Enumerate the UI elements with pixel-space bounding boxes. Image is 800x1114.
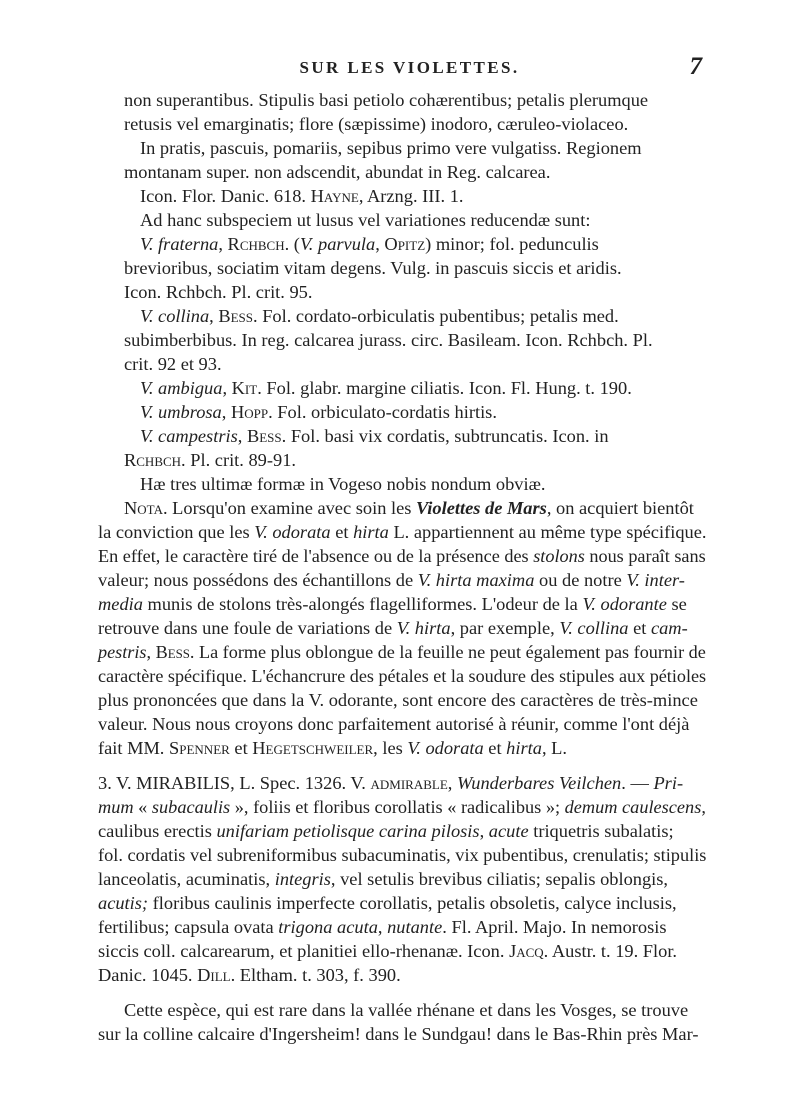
- text-run: V. fraterna: [140, 234, 219, 254]
- text-run: lanceolatis, acuminatis,: [98, 869, 275, 889]
- text-run: ,: [218, 234, 228, 254]
- text-run: pestris: [98, 642, 147, 662]
- text-run: Icon. Rchbch. Pl. crit. 95.: [124, 282, 313, 302]
- text-line: [98, 736, 567, 760]
- text-line: [140, 232, 599, 256]
- text-line: [98, 592, 687, 616]
- text-run: fait MM.: [98, 738, 170, 758]
- text-run: ,: [222, 378, 232, 398]
- text-run: floribus caulinis imperfecte corollatis, petalis obsoletis, calyce inclusis,: [148, 893, 677, 913]
- text-run: fol. cordatis vel subreniformibus subacuminatis, vix pubentibus, crenulatis; stipulis: [98, 845, 707, 865]
- text-run: acute: [488, 821, 529, 841]
- text-run: nutante: [387, 917, 443, 937]
- text-run: valeur; nous possédons des échantillons de: [98, 570, 418, 590]
- text-line: [124, 998, 688, 1022]
- text-line: [98, 891, 677, 915]
- text-line: [140, 136, 642, 160]
- text-run: Spenner: [169, 738, 230, 758]
- text-run: et: [483, 738, 507, 758]
- text-run: mum: [98, 797, 134, 817]
- text-run: se: [666, 594, 687, 614]
- text-run: Lorsqu'on examine avec soin les: [167, 498, 417, 518]
- text-line: [98, 640, 706, 664]
- text-run: Pl. crit. 89-91.: [185, 450, 296, 470]
- text-run: siccis coll. calcarearum, et planitiei ello-rhenanæ. Icon.: [98, 941, 510, 961]
- text-run: V. odorante: [582, 594, 667, 614]
- text-run: acutis;: [98, 893, 149, 913]
- text-line: [124, 160, 550, 184]
- text-run: ,: [375, 234, 385, 254]
- text-line: [140, 376, 632, 400]
- text-run: ,: [237, 426, 247, 446]
- text-line: [140, 400, 497, 424]
- text-run: retrouve dans une foule de variations de: [98, 618, 397, 638]
- text-run: et: [229, 738, 253, 758]
- text-run: ,: [447, 773, 457, 793]
- text-run: hirta: [353, 522, 389, 542]
- text-run: Eltham. t. 303, f. 390.: [235, 965, 401, 985]
- text-run: cam-: [650, 618, 688, 638]
- text-run: V. odorata: [254, 522, 331, 542]
- text-line: [98, 664, 706, 688]
- text-run: subimberbibus. In reg. calcarea jurass. circ. Basileam. Icon. Rchbch. Pl.: [124, 330, 653, 350]
- text-run: Hæ tres ultimæ formæ in Vogeso nobis nondum obviæ.: [140, 474, 546, 494]
- text-run: ,: [377, 917, 388, 937]
- text-run: Dill.: [197, 965, 236, 985]
- text-run: En effet, le caractère tiré de l'absence ou de la présence des: [98, 546, 534, 566]
- text-run: V. parvula: [299, 234, 376, 254]
- text-run: Fol. glabr. margine ciliatis. Icon. Fl. Hung. t. 190.: [261, 378, 632, 398]
- text-line: [124, 496, 694, 520]
- text-line: [124, 88, 648, 112]
- text-run: , les: [373, 738, 408, 758]
- text-run: V. ambigua: [140, 378, 223, 398]
- text-run: ou de notre: [534, 570, 627, 590]
- text-run: Bess.: [246, 426, 287, 446]
- text-run: la conviction que les: [98, 522, 255, 542]
- text-run: stolons: [533, 546, 585, 566]
- text-run: (: [289, 234, 300, 254]
- text-run: . —: [621, 773, 654, 793]
- text-run: brevioribus, sociatim vitam degens. Vulg. in pascuis siccis et aridis.: [124, 258, 622, 278]
- text-run: ) minor; fol. pedunculis: [425, 234, 599, 254]
- text-run: triquetris subalatis;: [528, 821, 674, 841]
- text-run: ,: [701, 797, 706, 817]
- text-run: », foliis et floribus corollatis « radicalibus »;: [230, 797, 565, 817]
- text-run: V. collina: [140, 306, 210, 326]
- text-run: Rchbch.: [124, 450, 186, 470]
- text-run: Kit.: [231, 378, 262, 398]
- text-run: valeur. Nous nous croyons donc parfaitement autorisé à réunir, comme l'ont déjà: [98, 714, 690, 734]
- text-run: retusis vel emarginatis; flore (sæpissime) inodoro, cæruleo-violaceo.: [124, 114, 629, 134]
- text-line: [140, 184, 464, 208]
- text-line: [98, 819, 674, 843]
- text-run: ,: [221, 402, 231, 422]
- text-run: Hegetschweiler: [252, 738, 374, 758]
- text-run: caulibus erectis: [98, 821, 217, 841]
- text-line: [98, 843, 706, 867]
- text-line: [98, 544, 706, 568]
- text-line: [98, 939, 677, 963]
- text-run: Bess.: [155, 642, 195, 662]
- text-line: [98, 520, 706, 544]
- text-run: plus prononcées que dans la V. odorante, sont encore des caractères de très-mince: [98, 690, 698, 710]
- text-line: [98, 795, 706, 819]
- text-line: [124, 448, 296, 472]
- text-run: fertilibus; capsula ovata: [98, 917, 279, 937]
- text-run: L. appartiennent au même type spécifique.: [388, 522, 707, 542]
- page-number: 7: [689, 53, 702, 80]
- text-run: V. hirta: [396, 618, 451, 638]
- text-run: Wunderbares Veilchen: [456, 773, 622, 793]
- page-header: [117, 53, 702, 82]
- text-run: unifariam petiolisque carina pilosis: [216, 821, 480, 841]
- text-run: sur la colline calcaire d'Ingersheim! dans le Sundgau! dans le Bas-Rhin près Mar-: [98, 1024, 699, 1044]
- text-run: Ad hanc subspeciem ut lusus vel variationes reducendæ sunt:: [140, 210, 591, 230]
- text-run: et: [628, 618, 651, 638]
- text-run: Fol. orbiculato-cordatis hirtis.: [272, 402, 497, 422]
- text-run: Nota.: [124, 498, 168, 518]
- text-run: Austr. t. 19. Flor.: [548, 941, 678, 961]
- text-run: crit. 92 et 93.: [124, 354, 222, 374]
- text-line: [124, 112, 628, 136]
- text-run: Opitz: [384, 234, 426, 254]
- text-line: [98, 1022, 698, 1046]
- text-line: [98, 568, 685, 592]
- text-run: caractère spécifique. L'échancrure des pétales et la soudure des stipules aux pétioles: [98, 666, 707, 686]
- text-run: V. odorata: [407, 738, 484, 758]
- text-line: [124, 352, 222, 376]
- text-line: [98, 867, 668, 891]
- text-line: [98, 915, 667, 939]
- text-run: Violettes de Mars: [416, 498, 547, 518]
- text-run: Fol. cordato-orbiculatis pubentibus; petalis med.: [257, 306, 619, 326]
- text-run: Cette espèce, qui est rare dans la vallée rhénane et dans les Vosges, se trouve: [124, 1000, 689, 1020]
- text-run: , par exemple,: [450, 618, 560, 638]
- text-run: hirta: [506, 738, 542, 758]
- text-run: , on acquiert bientôt: [546, 498, 694, 518]
- text-run: In pratis, pascuis, pomariis, sepibus primo vere vulgatiss. Regionem: [140, 138, 642, 158]
- text-run: V. umbrosa: [140, 402, 222, 422]
- text-run: trigona acuta: [278, 917, 378, 937]
- text-line: [140, 424, 609, 448]
- text-run: Hayne: [310, 186, 359, 206]
- text-run: demum caulescens: [564, 797, 702, 817]
- text-run: Hopp.: [230, 402, 273, 422]
- text-line: [98, 771, 683, 795]
- text-run: munis de stolons très-alongés flagelliformes. L'odeur de la: [142, 594, 583, 614]
- text-run: , Arzng. III. 1.: [358, 186, 464, 206]
- text-run: ,: [146, 642, 156, 662]
- text-line: [124, 256, 622, 280]
- text-run: Bess.: [218, 306, 258, 326]
- text-line: [140, 208, 590, 232]
- text-line: [98, 616, 688, 640]
- text-run: La forme plus oblongue de la feuille ne peut également pas fournir de: [194, 642, 706, 662]
- text-run: Pri-: [653, 773, 684, 793]
- text-run: V. hirta maxima: [417, 570, 535, 590]
- text-run: 3. V. MIRABILIS, L. Spec. 1326. V.: [98, 773, 371, 793]
- text-line: [98, 712, 689, 736]
- text-line: [124, 280, 312, 304]
- text-run: et: [330, 522, 354, 542]
- text-run: nous paraît sans: [584, 546, 706, 566]
- text-run: ,: [209, 306, 219, 326]
- text-run: subacaulis: [151, 797, 231, 817]
- text-line: [98, 963, 401, 987]
- text-line: [140, 304, 619, 328]
- text-run: media: [98, 594, 143, 614]
- text-run: montanam super. non adscendit, abundat in Reg. calcarea.: [124, 162, 551, 182]
- text-run: non superantibus. Stipulis basi petiolo cohærentibus; petalis plerumque: [124, 90, 649, 110]
- text-run: ,: [479, 821, 489, 841]
- text-run: «: [133, 797, 152, 817]
- text-run: V. inter-: [626, 570, 685, 590]
- text-run: Fol. basi vix cordatis, subtruncatis. Icon. in: [286, 426, 609, 446]
- text-run: integris: [274, 869, 331, 889]
- text-run: admirable: [370, 773, 448, 793]
- text-run: . Fl. April. Majo. In nemorosis: [442, 917, 667, 937]
- text-run: , vel setulis brevibus ciliatis; sepalis oblongis,: [330, 869, 669, 889]
- text-line: [124, 328, 653, 352]
- text-run: , L.: [541, 738, 567, 758]
- running-head: SUR LES VIOLETTES.: [299, 58, 520, 77]
- text-run: V. campestris: [140, 426, 238, 446]
- text-run: Danic. 1045.: [98, 965, 198, 985]
- text-run: Rchbch.: [227, 234, 290, 254]
- text-run: Jacq.: [509, 941, 549, 961]
- text-line: [140, 472, 545, 496]
- text-run: V. collina: [559, 618, 629, 638]
- text-run: Icon. Flor. Danic. 618.: [140, 186, 311, 206]
- text-line: [98, 688, 698, 712]
